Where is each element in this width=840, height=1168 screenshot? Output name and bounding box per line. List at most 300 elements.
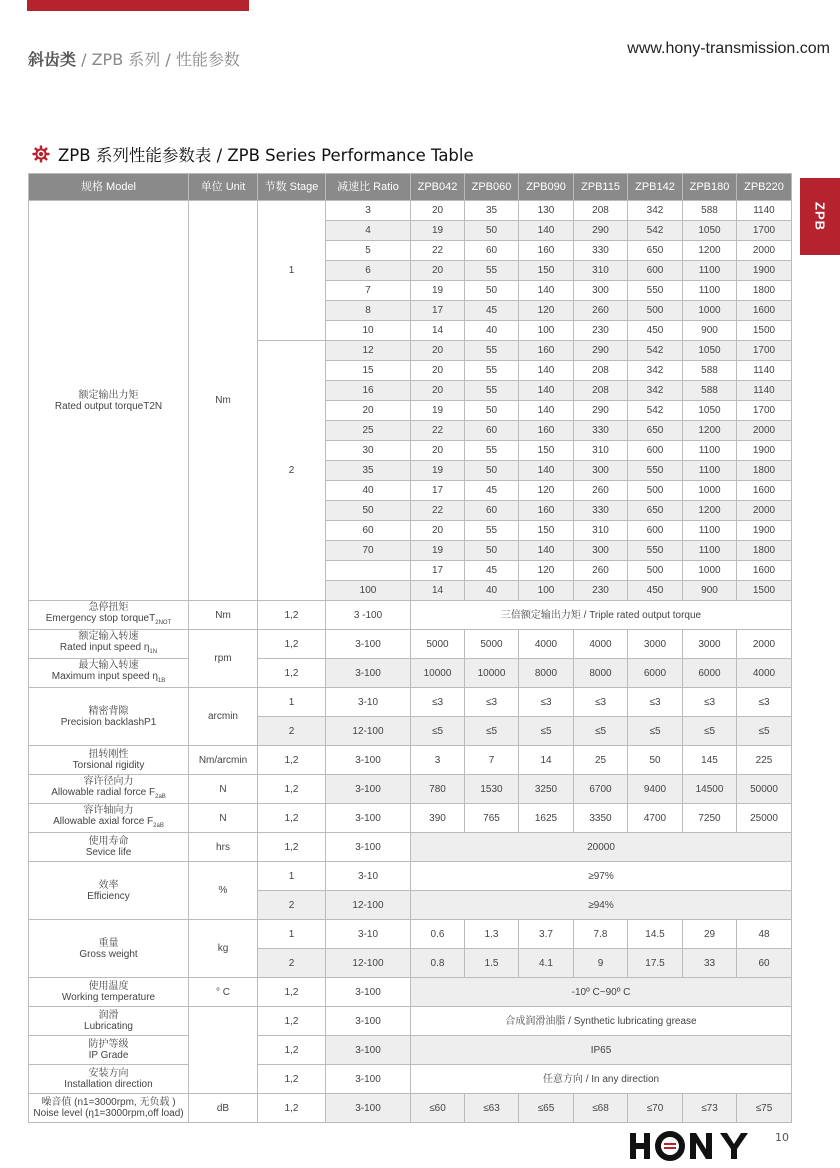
unit-cell: arcmin [189, 688, 258, 746]
value-cell: 290 [574, 221, 628, 241]
ratio-cell [326, 561, 411, 581]
spec-label-en-text: Allowable radial force F [51, 786, 156, 798]
value-cell: ≤3 [411, 688, 465, 717]
value-cell: 1.3 [465, 920, 519, 949]
value-cell: 230 [574, 581, 628, 601]
value-cell: 4.1 [519, 949, 574, 978]
subscript: 1B [157, 677, 166, 684]
value-cell: 120 [519, 481, 574, 501]
value-cell: 17.5 [628, 949, 683, 978]
spec-label-en-text: Rated output torqueT2N [54, 400, 163, 412]
value-cell: ≤3 [683, 688, 737, 717]
value-cell: 260 [574, 301, 628, 321]
column-header: 规格 Model [29, 174, 189, 201]
spec-label-en-text: Noise level (η1=3000rpm,off load) [33, 1108, 184, 1119]
value-cell: 780 [411, 775, 465, 804]
value-cell: 14500 [683, 775, 737, 804]
value-cell: 5000 [411, 630, 465, 659]
value-cell: ≤68 [574, 1094, 628, 1123]
value-cell: 1200 [683, 241, 737, 261]
spec-label [29, 659, 189, 688]
value-cell: 50 [465, 461, 519, 481]
ratio-cell: 12 [326, 341, 411, 361]
value-cell: ≤3 [737, 688, 792, 717]
value-cell: 1000 [683, 561, 737, 581]
value-cell: 9400 [628, 775, 683, 804]
spec-label-en [29, 816, 188, 832]
value-cell: 342 [628, 361, 683, 381]
column-header: ZPB090 [519, 174, 574, 201]
table-row [29, 630, 792, 659]
value-cell: 300 [574, 281, 628, 301]
column-header: ZPB220 [737, 174, 792, 201]
value-cell: 60 [465, 421, 519, 441]
merged-value-cell: ≥94% [411, 891, 792, 920]
value-cell: 140 [519, 221, 574, 241]
spec-label-cn: 精密背隙 [88, 705, 129, 717]
table-cell: N [189, 804, 258, 833]
spec-label-cn: 防护等级 [88, 1039, 129, 1050]
table-row [29, 920, 792, 949]
value-cell: 7250 [683, 804, 737, 833]
spec-label-en-text: Emergency stop torqueT [45, 612, 156, 624]
value-cell: 1000 [683, 481, 737, 501]
spec-label-en [29, 787, 188, 803]
spec-label-en [29, 1108, 188, 1119]
value-cell: ≤63 [465, 1094, 519, 1123]
spec-label-en [29, 760, 188, 771]
table-cell: 1,2 [258, 804, 326, 833]
ratio-cell: 6 [326, 261, 411, 281]
value-cell: 17 [411, 561, 465, 581]
spec-label-cn: 润滑 [98, 1010, 119, 1021]
value-cell: 20 [411, 201, 465, 221]
value-cell: 19 [411, 541, 465, 561]
table-cell: Nm [189, 601, 258, 630]
value-cell: 10000 [465, 659, 519, 688]
spec-label-en-text: Lubricating [84, 1021, 133, 1032]
value-cell: 50000 [737, 775, 792, 804]
table-cell: 3-100 [326, 775, 411, 804]
unit-cell: % [189, 862, 258, 920]
value-cell: 600 [628, 261, 683, 281]
value-cell: 1800 [737, 281, 792, 301]
value-cell: 1800 [737, 541, 792, 561]
merged-value-cell: 三倍额定输出力矩 / Triple rated output torque [411, 601, 792, 630]
value-cell: 300 [574, 541, 628, 561]
value-cell: 14 [519, 746, 574, 775]
spec-label-en [29, 949, 188, 960]
value-cell: 588 [683, 361, 737, 381]
value-cell: 17 [411, 481, 465, 501]
table-cell: 2 [258, 717, 326, 746]
spec-label-cn: 效率 [98, 879, 119, 891]
spec-label-en-text: IP Grade [88, 1050, 129, 1061]
value-cell: 1530 [465, 775, 519, 804]
value-cell: ≤3 [519, 688, 574, 717]
value-cell: 60 [465, 241, 519, 261]
value-cell: 588 [683, 381, 737, 401]
unit-cell: Nm [189, 201, 258, 601]
value-cell: 25 [574, 746, 628, 775]
value-cell: 290 [574, 341, 628, 361]
spec-label [29, 688, 189, 746]
value-cell: 260 [574, 561, 628, 581]
table-cell: 1 [258, 920, 326, 949]
value-cell: 1140 [737, 381, 792, 401]
ratio-cell: 16 [326, 381, 411, 401]
value-cell: 290 [574, 401, 628, 421]
table-row [29, 601, 792, 630]
table-cell: 3-100 [326, 1065, 411, 1094]
breadcrumb [28, 47, 240, 70]
ratio-cell: 40 [326, 481, 411, 501]
table-row [29, 833, 792, 862]
ratio-cell: 20 [326, 401, 411, 421]
merged-value-cell: 合成润滑油脂 / Synthetic lubricating grease [411, 1007, 792, 1036]
value-cell: 260 [574, 481, 628, 501]
value-cell: 230 [574, 321, 628, 341]
value-cell: 4700 [628, 804, 683, 833]
series-side-tab [800, 178, 840, 255]
value-cell: 1000 [683, 301, 737, 321]
column-header: ZPB060 [465, 174, 519, 201]
table-cell: 3-100 [326, 833, 411, 862]
value-cell: 2000 [737, 421, 792, 441]
value-cell: 1100 [683, 261, 737, 281]
value-cell: 55 [465, 261, 519, 281]
table-cell: 12-100 [326, 891, 411, 920]
value-cell: 20 [411, 341, 465, 361]
value-cell: 390 [411, 804, 465, 833]
value-cell: 10000 [411, 659, 465, 688]
spec-label-en-text: Allowable axial force F [53, 815, 154, 827]
value-cell: 650 [628, 421, 683, 441]
value-cell: 140 [519, 381, 574, 401]
value-cell: 3000 [683, 630, 737, 659]
value-cell: 120 [519, 561, 574, 581]
column-header: 减速比 Ratio [326, 174, 411, 201]
table-row [29, 1094, 792, 1123]
spec-label-en [29, 1021, 188, 1032]
value-cell: 3350 [574, 804, 628, 833]
value-cell: 1700 [737, 401, 792, 421]
spec-label-en [29, 1079, 188, 1090]
value-cell: 60 [465, 501, 519, 521]
table-cell: 1,2 [258, 1007, 326, 1036]
table-cell: 1 [258, 688, 326, 717]
value-cell: 4000 [519, 630, 574, 659]
ratio-cell: 3 [326, 201, 411, 221]
spec-label [29, 804, 189, 833]
ratio-cell: 60 [326, 521, 411, 541]
value-cell: 600 [628, 521, 683, 541]
value-cell: 55 [465, 521, 519, 541]
spec-label [29, 1065, 189, 1094]
value-cell: 650 [628, 241, 683, 261]
table-cell: 12-100 [326, 949, 411, 978]
value-cell: 500 [628, 481, 683, 501]
ratio-cell: 8 [326, 301, 411, 321]
table-cell: Nm/arcmin [189, 746, 258, 775]
value-cell: 45 [465, 481, 519, 501]
spec-label [29, 1094, 189, 1123]
column-header: 节数 Stage [258, 174, 326, 201]
spec-label-cn: 噪音值 (n1=3000rpm, 无负载 ) [41, 1097, 176, 1108]
value-cell: 100 [519, 581, 574, 601]
value-cell: ≤65 [519, 1094, 574, 1123]
value-cell: 14.5 [628, 920, 683, 949]
value-cell: 225 [737, 746, 792, 775]
value-cell: ≤5 [519, 717, 574, 746]
merged-value-cell: 任意方向 / In any direction [411, 1065, 792, 1094]
value-cell: 6000 [628, 659, 683, 688]
value-cell: 160 [519, 421, 574, 441]
value-cell: 1140 [737, 201, 792, 221]
table-row [29, 659, 792, 688]
value-cell: 600 [628, 441, 683, 461]
spec-label-en [29, 1050, 188, 1061]
value-cell: 160 [519, 341, 574, 361]
column-header: ZPB180 [683, 174, 737, 201]
table-title [32, 142, 474, 166]
spec-label-en-text: Installation direction [64, 1079, 153, 1090]
value-cell: 1.5 [465, 949, 519, 978]
value-cell: 130 [519, 201, 574, 221]
table-cell: ° C [189, 978, 258, 1007]
value-cell: 342 [628, 381, 683, 401]
value-cell: 45 [465, 561, 519, 581]
subscript: 2aB [155, 793, 166, 800]
breadcrumb-series: ZPB 系列 [91, 50, 161, 69]
value-cell: 500 [628, 561, 683, 581]
value-cell: ≤3 [628, 688, 683, 717]
value-cell: 1100 [683, 541, 737, 561]
table-cell: 1,2 [258, 659, 326, 688]
table-cell: 1 [258, 862, 326, 891]
table-cell: 1,2 [258, 833, 326, 862]
value-cell: 19 [411, 221, 465, 241]
value-cell: 150 [519, 441, 574, 461]
value-cell: 1100 [683, 521, 737, 541]
value-cell: 1900 [737, 521, 792, 541]
table-cell: 1,2 [258, 1065, 326, 1094]
table-row [29, 746, 792, 775]
breadcrumb-page: 性能参数 [175, 50, 240, 69]
gear-icon [32, 145, 50, 163]
value-cell: 342 [628, 201, 683, 221]
table-row [29, 1065, 792, 1094]
value-cell: 1800 [737, 461, 792, 481]
value-cell: 45 [465, 301, 519, 321]
value-cell: 19 [411, 401, 465, 421]
subscript: 1N [149, 648, 158, 655]
value-cell: 542 [628, 401, 683, 421]
website-url[interactable]: www.hony-transmission.com [627, 40, 830, 57]
value-cell: 900 [683, 581, 737, 601]
table-cell: 3-100 [326, 1007, 411, 1036]
value-cell: 0.6 [411, 920, 465, 949]
value-cell: 1050 [683, 221, 737, 241]
value-cell: 150 [519, 261, 574, 281]
spec-label-en [29, 401, 188, 412]
value-cell: 14 [411, 581, 465, 601]
breadcrumb-separator: / [165, 50, 171, 69]
value-cell: 550 [628, 541, 683, 561]
column-header: ZPB115 [574, 174, 628, 201]
value-cell: 160 [519, 241, 574, 261]
value-cell: 140 [519, 401, 574, 421]
value-cell: 60 [737, 949, 792, 978]
value-cell: 310 [574, 521, 628, 541]
ratio-cell: 5 [326, 241, 411, 261]
value-cell: 2000 [737, 630, 792, 659]
column-header: 单位 Unit [189, 174, 258, 201]
ratio-cell: 15 [326, 361, 411, 381]
spec-label [29, 746, 189, 775]
table-cell: 1,2 [258, 1094, 326, 1123]
value-cell: 25000 [737, 804, 792, 833]
table-cell: 1,2 [258, 601, 326, 630]
spec-label-en-text: Maximum input speed η [51, 670, 158, 682]
value-cell: 1600 [737, 561, 792, 581]
table-cell: 3-100 [326, 659, 411, 688]
value-cell: 29 [683, 920, 737, 949]
value-cell: 6000 [683, 659, 737, 688]
value-cell: 120 [519, 301, 574, 321]
table-cell: 3-100 [326, 1094, 411, 1123]
unit-cell: kg [189, 920, 258, 978]
table-cell: 3-100 [326, 1036, 411, 1065]
table-cell: hrs [189, 833, 258, 862]
value-cell: 20 [411, 261, 465, 281]
table-row [29, 862, 792, 891]
merged-value-cell: ≥97% [411, 862, 792, 891]
table-cell: 3 -100 [326, 601, 411, 630]
value-cell: 50 [465, 221, 519, 241]
table-cell: 2 [258, 949, 326, 978]
value-cell: 208 [574, 381, 628, 401]
value-cell: ≤5 [737, 717, 792, 746]
spec-label-en [29, 847, 188, 858]
table-cell: 3-100 [326, 804, 411, 833]
spec-label [29, 833, 189, 862]
table-cell: 3-100 [326, 746, 411, 775]
value-cell: 140 [519, 541, 574, 561]
value-cell: 20 [411, 361, 465, 381]
value-cell: 550 [628, 461, 683, 481]
table-row [29, 804, 792, 833]
table-cell: 1,2 [258, 630, 326, 659]
value-cell: 542 [628, 221, 683, 241]
value-cell: 50 [465, 281, 519, 301]
ratio-cell: 25 [326, 421, 411, 441]
value-cell: 450 [628, 321, 683, 341]
spec-label [29, 920, 189, 978]
spec-label-cn: 扭转刚性 [88, 749, 129, 760]
spec-label-en-text: Precision backlashP1 [60, 716, 157, 728]
value-cell: 1500 [737, 581, 792, 601]
spec-label [29, 601, 189, 630]
merged-value-cell: -10º C~90º C [411, 978, 792, 1007]
value-cell: 1700 [737, 341, 792, 361]
spec-label [29, 1036, 189, 1065]
value-cell: 3.7 [519, 920, 574, 949]
value-cell: 900 [683, 321, 737, 341]
hony-logo [630, 1130, 752, 1162]
value-cell: 1900 [737, 441, 792, 461]
value-cell: 500 [628, 301, 683, 321]
value-cell: 22 [411, 501, 465, 521]
value-cell: 40 [465, 581, 519, 601]
value-cell: 1700 [737, 221, 792, 241]
value-cell: 1200 [683, 501, 737, 521]
value-cell: ≤70 [628, 1094, 683, 1123]
value-cell: 19 [411, 281, 465, 301]
value-cell: 17 [411, 301, 465, 321]
ratio-cell: 70 [326, 541, 411, 561]
spec-label-cn: 容许轴向力 [83, 804, 134, 816]
value-cell: 3 [411, 746, 465, 775]
value-cell: 22 [411, 421, 465, 441]
spec-label [29, 630, 189, 659]
value-cell: 150 [519, 521, 574, 541]
value-cell: ≤5 [628, 717, 683, 746]
value-cell: 330 [574, 421, 628, 441]
ratio-cell: 30 [326, 441, 411, 461]
spec-label-en-text: Gross weight [79, 948, 138, 960]
value-cell: 4000 [574, 630, 628, 659]
value-cell: 588 [683, 201, 737, 221]
value-cell: 8000 [574, 659, 628, 688]
performance-table [28, 173, 792, 1123]
value-cell: 650 [628, 501, 683, 521]
value-cell: 20 [411, 441, 465, 461]
spec-label-en-text: Torsional rigidity [72, 760, 145, 771]
side-tab-label: ZPB [812, 202, 828, 231]
table-row [29, 1007, 792, 1036]
spec-label-en-text: Working temperature [61, 992, 156, 1003]
value-cell: 19 [411, 461, 465, 481]
spec-label-cn: 额定输出力矩 [78, 389, 139, 401]
value-cell: 310 [574, 441, 628, 461]
value-cell: 55 [465, 361, 519, 381]
value-cell: 208 [574, 201, 628, 221]
table-title-text: ZPB 系列性能参数表 / ZPB Series Performance Table [58, 146, 474, 165]
subscript: 2NOT [155, 619, 172, 626]
value-cell: 7.8 [574, 920, 628, 949]
value-cell: 6700 [574, 775, 628, 804]
value-cell: 550 [628, 281, 683, 301]
value-cell: ≤73 [683, 1094, 737, 1123]
merged-value-cell: IP65 [411, 1036, 792, 1065]
table-cell: dB [189, 1094, 258, 1123]
value-cell: 145 [683, 746, 737, 775]
value-cell: 35 [465, 201, 519, 221]
spec-label-cn: 容许径向力 [83, 775, 134, 787]
table-row [29, 688, 792, 717]
value-cell: ≤5 [683, 717, 737, 746]
value-cell: 450 [628, 581, 683, 601]
value-cell: 14 [411, 321, 465, 341]
table-cell: 3-10 [326, 688, 411, 717]
value-cell: 542 [628, 341, 683, 361]
value-cell: 208 [574, 361, 628, 381]
value-cell: 310 [574, 261, 628, 281]
spec-label-en [29, 891, 188, 902]
value-cell: 22 [411, 241, 465, 261]
spec-label-en-text: Efficiency [87, 890, 130, 902]
